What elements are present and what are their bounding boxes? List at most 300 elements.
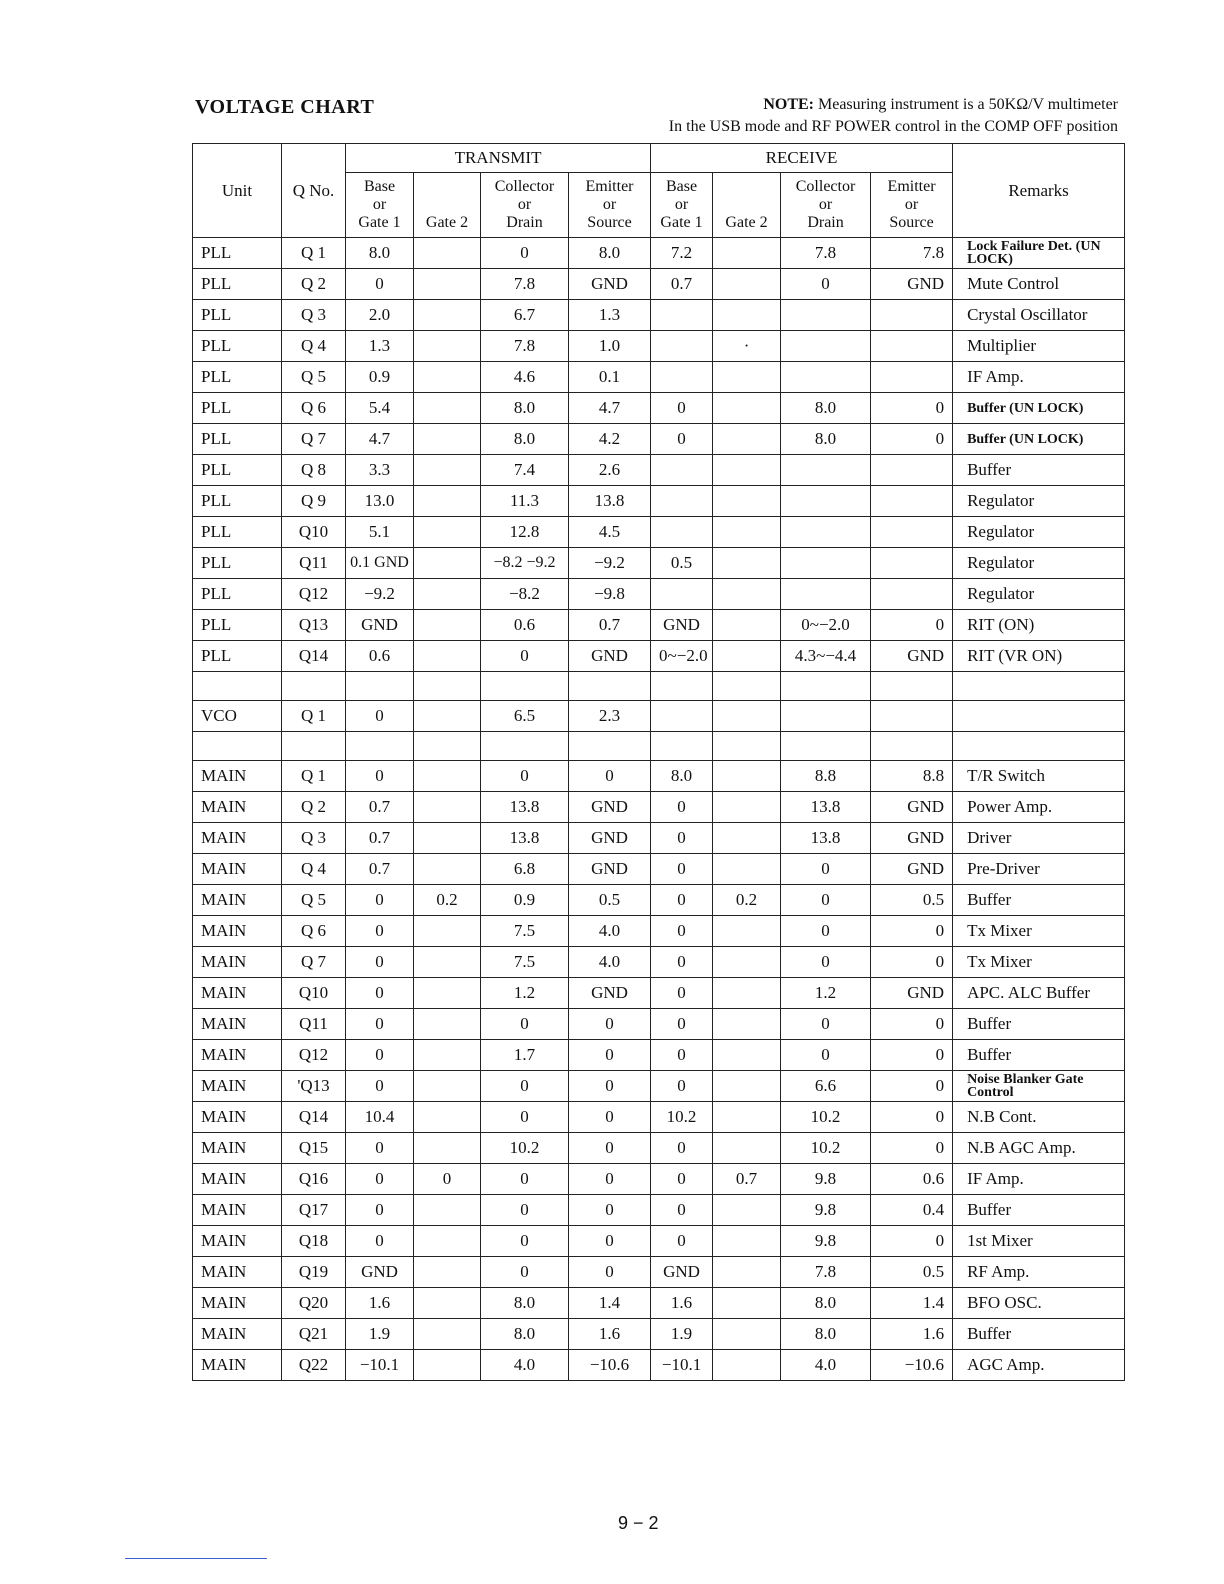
cell-tx-collector: 0.9 xyxy=(481,885,569,916)
header-rx-collector: Collector or Drain xyxy=(781,173,871,238)
cell-rx-gate2 xyxy=(713,1288,781,1319)
cell-qno: Q 3 xyxy=(282,823,346,854)
cell-qno: Q 1 xyxy=(282,238,346,269)
cell-tx-emitter: GND xyxy=(569,854,651,885)
cell-qno: Q12 xyxy=(282,579,346,610)
cell-unit: PLL xyxy=(193,486,282,517)
header-tx-emitter: Emitter or Source xyxy=(569,173,651,238)
cell-tx-collector: 1.7 xyxy=(481,1040,569,1071)
cell-tx-base: 0.7 xyxy=(346,792,414,823)
cell-tx-emitter: GND xyxy=(569,269,651,300)
cell-rx-gate2 xyxy=(713,238,781,269)
header-rx-base: Base or Gate 1 xyxy=(651,173,713,238)
cell-remarks: 1st Mixer xyxy=(953,1226,1125,1257)
cell-qno: Q10 xyxy=(282,978,346,1009)
table-row xyxy=(193,300,1125,331)
cell-rx-emitter: 0 xyxy=(871,1071,953,1102)
cell-tx-emitter: 0 xyxy=(569,1040,651,1071)
cell-remarks xyxy=(953,701,1125,732)
cell-rx-emitter: 0.4 xyxy=(871,1195,953,1226)
cell-tx-gate2 xyxy=(414,486,481,517)
cell-rx-base xyxy=(651,579,713,610)
cell-rx-base: 1.6 xyxy=(651,1288,713,1319)
cell-rx-emitter xyxy=(871,362,953,393)
header-tx-collector: Collector or Drain xyxy=(481,173,569,238)
cell-rx-gate2 xyxy=(713,362,781,393)
cell-remarks: Buffer xyxy=(953,1319,1125,1350)
cell-tx-emitter: 4.2 xyxy=(569,424,651,455)
table-row xyxy=(193,393,1125,424)
table-row xyxy=(193,269,1125,300)
table-body xyxy=(193,238,1125,1381)
cell-tx-collector: 7.5 xyxy=(481,916,569,947)
cell-unit: MAIN xyxy=(193,1040,282,1071)
voltage-table xyxy=(192,143,1125,1381)
table-row xyxy=(193,331,1125,362)
footer-rule xyxy=(125,1558,267,1559)
cell-rx-gate2 xyxy=(713,269,781,300)
cell-unit: MAIN xyxy=(193,1133,282,1164)
cell-remarks: Tx Mixer xyxy=(953,947,1125,978)
cell-qno: Q14 xyxy=(282,641,346,672)
cell-rx-emitter xyxy=(871,701,953,732)
table-row xyxy=(193,1257,1125,1288)
cell-tx-base: 0 xyxy=(346,761,414,792)
cell-tx-collector: −8.2 −9.2 xyxy=(481,548,569,579)
cell-rx-emitter: GND xyxy=(871,823,953,854)
cell-tx-gate2 xyxy=(414,978,481,1009)
cell-tx-gate2 xyxy=(414,1257,481,1288)
cell-tx-base: 0 xyxy=(346,1164,414,1195)
header-tx-base: Base or Gate 1 xyxy=(346,173,414,238)
cell-unit: PLL xyxy=(193,517,282,548)
cell-tx-base: 0.1 GND xyxy=(346,548,414,579)
table-row xyxy=(193,1288,1125,1319)
cell-rx-gate2: 0.7 xyxy=(713,1164,781,1195)
cell-tx-emitter xyxy=(569,672,651,701)
cell-rx-emitter: 0.5 xyxy=(871,1257,953,1288)
cell-rx-base: 0 xyxy=(651,1071,713,1102)
cell-tx-gate2 xyxy=(414,424,481,455)
cell-rx-collector: 8.0 xyxy=(781,393,871,424)
table-row xyxy=(193,1350,1125,1381)
cell-tx-collector: −8.2 xyxy=(481,579,569,610)
table-row xyxy=(193,641,1125,672)
cell-qno xyxy=(282,732,346,761)
cell-tx-emitter: 0 xyxy=(569,1009,651,1040)
cell-tx-collector: 0 xyxy=(481,1071,569,1102)
cell-unit: MAIN xyxy=(193,761,282,792)
cell-tx-collector: 7.4 xyxy=(481,455,569,486)
cell-tx-base xyxy=(346,672,414,701)
cell-rx-gate2 xyxy=(713,579,781,610)
cell-remarks: AGC Amp. xyxy=(953,1350,1125,1381)
cell-tx-emitter: 0.7 xyxy=(569,610,651,641)
cell-rx-base xyxy=(651,362,713,393)
cell-remarks: Multiplier xyxy=(953,331,1125,362)
cell-tx-emitter: GND xyxy=(569,823,651,854)
cell-remarks: Mute Control xyxy=(953,269,1125,300)
cell-rx-collector: 0~−2.0 xyxy=(781,610,871,641)
cell-tx-base: 2.0 xyxy=(346,300,414,331)
cell-rx-gate2 xyxy=(713,1226,781,1257)
cell-rx-gate2 xyxy=(713,300,781,331)
cell-qno: Q 1 xyxy=(282,701,346,732)
cell-rx-collector: 6.6 xyxy=(781,1071,871,1102)
cell-unit: PLL xyxy=(193,610,282,641)
cell-remarks: RIT (VR ON) xyxy=(953,641,1125,672)
cell-tx-base: GND xyxy=(346,1257,414,1288)
cell-remarks: APC. ALC Buffer xyxy=(953,978,1125,1009)
cell-rx-base: −10.1 xyxy=(651,1350,713,1381)
cell-rx-base: 0 xyxy=(651,823,713,854)
cell-remarks: Buffer xyxy=(953,1009,1125,1040)
cell-tx-collector: 0.6 xyxy=(481,610,569,641)
cell-rx-base: 0 xyxy=(651,424,713,455)
cell-tx-collector: 0 xyxy=(481,641,569,672)
cell-rx-collector: 0 xyxy=(781,947,871,978)
cell-qno: Q 9 xyxy=(282,486,346,517)
cell-tx-gate2 xyxy=(414,1102,481,1133)
cell-tx-emitter: 0 xyxy=(569,1226,651,1257)
cell-rx-collector xyxy=(781,300,871,331)
cell-qno: Q20 xyxy=(282,1288,346,1319)
cell-tx-gate2: 0.2 xyxy=(414,885,481,916)
cell-rx-base: GND xyxy=(651,610,713,641)
cell-tx-gate2 xyxy=(414,517,481,548)
cell-rx-collector: 0 xyxy=(781,1040,871,1071)
cell-tx-gate2 xyxy=(414,331,481,362)
table-row xyxy=(193,701,1125,732)
cell-rx-emitter: −10.6 xyxy=(871,1350,953,1381)
cell-qno: Q19 xyxy=(282,1257,346,1288)
cell-rx-collector xyxy=(781,579,871,610)
cell-rx-base: 0 xyxy=(651,1133,713,1164)
cell-rx-collector: 9.8 xyxy=(781,1226,871,1257)
cell-qno: Q 4 xyxy=(282,331,346,362)
cell-rx-emitter: 0.6 xyxy=(871,1164,953,1195)
cell-rx-base: 0 xyxy=(651,1164,713,1195)
page-number: 9 − 2 xyxy=(618,1513,659,1533)
cell-rx-collector: 7.8 xyxy=(781,238,871,269)
cell-tx-gate2 xyxy=(414,1040,481,1071)
cell-remarks: N.B Cont. xyxy=(953,1102,1125,1133)
table-row xyxy=(193,455,1125,486)
cell-unit: MAIN xyxy=(193,947,282,978)
cell-tx-emitter: 0.1 xyxy=(569,362,651,393)
cell-rx-base: 0.5 xyxy=(651,548,713,579)
cell-qno: Q13 xyxy=(282,610,346,641)
cell-rx-gate2 xyxy=(713,916,781,947)
cell-tx-emitter: 1.6 xyxy=(569,1319,651,1350)
cell-rx-base xyxy=(651,486,713,517)
cell-rx-base: 0.7 xyxy=(651,269,713,300)
cell-rx-collector xyxy=(781,331,871,362)
cell-rx-collector: 4.0 xyxy=(781,1350,871,1381)
header-transmit: TRANSMIT xyxy=(346,144,651,173)
cell-rx-emitter xyxy=(871,672,953,701)
cell-rx-collector: 0 xyxy=(781,1009,871,1040)
cell-qno: Q 4 xyxy=(282,854,346,885)
table-row xyxy=(193,792,1125,823)
cell-rx-base xyxy=(651,455,713,486)
cell-qno: Q15 xyxy=(282,1133,346,1164)
cell-rx-collector xyxy=(781,548,871,579)
cell-tx-collector: 0 xyxy=(481,1102,569,1133)
cell-tx-collector: 8.0 xyxy=(481,424,569,455)
cell-rx-collector xyxy=(781,672,871,701)
cell-remarks: Crystal Oscillator xyxy=(953,300,1125,331)
cell-rx-collector xyxy=(781,455,871,486)
cell-rx-collector: 8.0 xyxy=(781,1288,871,1319)
table-row xyxy=(193,1195,1125,1226)
cell-rx-base: 0 xyxy=(651,947,713,978)
cell-qno: Q 6 xyxy=(282,393,346,424)
cell-unit: PLL xyxy=(193,300,282,331)
cell-remarks: Regulator xyxy=(953,517,1125,548)
cell-qno xyxy=(282,672,346,701)
table-row xyxy=(193,486,1125,517)
cell-remarks xyxy=(953,732,1125,761)
cell-qno: Q 2 xyxy=(282,269,346,300)
cell-tx-gate2 xyxy=(414,732,481,761)
cell-tx-base: 0 xyxy=(346,1133,414,1164)
cell-rx-gate2 xyxy=(713,1319,781,1350)
note-label: NOTE: xyxy=(763,96,814,113)
cell-tx-gate2 xyxy=(414,1350,481,1381)
cell-rx-collector xyxy=(781,732,871,761)
cell-rx-base: 0 xyxy=(651,1009,713,1040)
cell-rx-emitter: 0 xyxy=(871,393,953,424)
cell-tx-base: 0 xyxy=(346,916,414,947)
table-row xyxy=(193,238,1125,269)
cell-rx-collector xyxy=(781,362,871,393)
cell-tx-collector xyxy=(481,732,569,761)
cell-tx-emitter: 0 xyxy=(569,1257,651,1288)
cell-tx-gate2 xyxy=(414,455,481,486)
cell-tx-base: 0 xyxy=(346,978,414,1009)
cell-rx-base: 8.0 xyxy=(651,761,713,792)
cell-remarks: Buffer xyxy=(953,455,1125,486)
cell-rx-emitter: 0 xyxy=(871,1133,953,1164)
cell-remarks: Pre-Driver xyxy=(953,854,1125,885)
cell-rx-gate2 xyxy=(713,761,781,792)
cell-rx-emitter: 0 xyxy=(871,916,953,947)
cell-tx-collector xyxy=(481,672,569,701)
cell-rx-gate2 xyxy=(713,947,781,978)
cell-unit: MAIN xyxy=(193,1071,282,1102)
cell-tx-emitter: 0 xyxy=(569,1133,651,1164)
cell-rx-collector: 8.0 xyxy=(781,424,871,455)
cell-tx-base: 13.0 xyxy=(346,486,414,517)
table-row xyxy=(193,1071,1125,1102)
cell-tx-collector: 11.3 xyxy=(481,486,569,517)
cell-tx-gate2 xyxy=(414,238,481,269)
cell-tx-collector: 13.8 xyxy=(481,792,569,823)
cell-tx-base: 4.7 xyxy=(346,424,414,455)
table-row xyxy=(193,517,1125,548)
cell-qno: Q14 xyxy=(282,1102,346,1133)
cell-tx-gate2 xyxy=(414,761,481,792)
note-text-1: Measuring instrument is a 50KΩ/V multimeter xyxy=(818,96,1118,113)
cell-rx-gate2: · xyxy=(713,331,781,362)
cell-rx-base: 0 xyxy=(651,393,713,424)
cell-tx-collector: 10.2 xyxy=(481,1133,569,1164)
cell-unit: MAIN xyxy=(193,1102,282,1133)
table-row xyxy=(193,362,1125,393)
cell-tx-emitter: 4.0 xyxy=(569,947,651,978)
cell-remarks: Buffer (UN LOCK) xyxy=(953,393,1125,424)
cell-remarks: Regulator xyxy=(953,579,1125,610)
cell-rx-emitter xyxy=(871,486,953,517)
cell-qno: 'Q13 xyxy=(282,1071,346,1102)
cell-rx-emitter xyxy=(871,732,953,761)
cell-rx-collector: 10.2 xyxy=(781,1102,871,1133)
cell-rx-emitter: GND xyxy=(871,854,953,885)
cell-unit: PLL xyxy=(193,455,282,486)
cell-rx-base: 0 xyxy=(651,916,713,947)
cell-qno: Q21 xyxy=(282,1319,346,1350)
table-row xyxy=(193,610,1125,641)
header-rx-gate2: Gate 2 xyxy=(713,173,781,238)
cell-tx-collector: 13.8 xyxy=(481,823,569,854)
cell-tx-collector: 12.8 xyxy=(481,517,569,548)
cell-unit: PLL xyxy=(193,579,282,610)
cell-rx-base: 0 xyxy=(651,1226,713,1257)
cell-rx-collector: 8.0 xyxy=(781,1319,871,1350)
cell-tx-gate2 xyxy=(414,1071,481,1102)
cell-unit: PLL xyxy=(193,548,282,579)
table-row xyxy=(193,579,1125,610)
table-row xyxy=(193,1040,1125,1071)
cell-tx-base: 5.4 xyxy=(346,393,414,424)
cell-tx-emitter xyxy=(569,732,651,761)
cell-rx-base xyxy=(651,701,713,732)
cell-rx-gate2 xyxy=(713,978,781,1009)
table-row xyxy=(193,885,1125,916)
cell-unit: MAIN xyxy=(193,1009,282,1040)
cell-remarks: IF Amp. xyxy=(953,1164,1125,1195)
cell-rx-collector: 1.2 xyxy=(781,978,871,1009)
cell-tx-emitter: 4.7 xyxy=(569,393,651,424)
header-remarks: Remarks xyxy=(953,144,1125,238)
cell-tx-base: −10.1 xyxy=(346,1350,414,1381)
cell-tx-collector: 0 xyxy=(481,1257,569,1288)
cell-rx-collector: 0 xyxy=(781,916,871,947)
cell-rx-collector: 13.8 xyxy=(781,823,871,854)
cell-rx-gate2 xyxy=(713,792,781,823)
cell-rx-base: 0 xyxy=(651,1040,713,1071)
cell-unit: MAIN xyxy=(193,1226,282,1257)
table-row xyxy=(193,672,1125,701)
cell-qno: Q 7 xyxy=(282,947,346,978)
cell-rx-emitter: 7.8 xyxy=(871,238,953,269)
cell-rx-gate2 xyxy=(713,1350,781,1381)
cell-tx-emitter: −9.8 xyxy=(569,579,651,610)
cell-rx-base: 0 xyxy=(651,854,713,885)
cell-remarks: RIT (ON) xyxy=(953,610,1125,641)
cell-tx-collector: 4.6 xyxy=(481,362,569,393)
cell-remarks: Regulator xyxy=(953,486,1125,517)
cell-tx-base: 0 xyxy=(346,701,414,732)
cell-rx-collector xyxy=(781,486,871,517)
cell-tx-collector: 0 xyxy=(481,1226,569,1257)
cell-rx-gate2 xyxy=(713,641,781,672)
cell-tx-collector: 4.0 xyxy=(481,1350,569,1381)
cell-rx-emitter xyxy=(871,331,953,362)
header-tx-gate2: Gate 2 xyxy=(414,173,481,238)
cell-remarks xyxy=(953,672,1125,701)
cell-tx-gate2 xyxy=(414,672,481,701)
note-line-1 xyxy=(763,96,1118,114)
cell-tx-base: 5.1 xyxy=(346,517,414,548)
cell-rx-collector: 0 xyxy=(781,885,871,916)
cell-rx-emitter: 0 xyxy=(871,947,953,978)
cell-rx-emitter: 0 xyxy=(871,1009,953,1040)
cell-qno: Q22 xyxy=(282,1350,346,1381)
table-row xyxy=(193,978,1125,1009)
cell-qno: Q 3 xyxy=(282,300,346,331)
cell-tx-collector: 8.0 xyxy=(481,1319,569,1350)
cell-tx-gate2 xyxy=(414,701,481,732)
table-row xyxy=(193,1009,1125,1040)
cell-tx-collector: 8.0 xyxy=(481,1288,569,1319)
table-row xyxy=(193,548,1125,579)
cell-rx-gate2 xyxy=(713,424,781,455)
cell-tx-emitter: 0 xyxy=(569,1195,651,1226)
cell-rx-collector: 10.2 xyxy=(781,1133,871,1164)
cell-tx-gate2 xyxy=(414,823,481,854)
cell-tx-collector: 7.8 xyxy=(481,331,569,362)
cell-rx-gate2 xyxy=(713,1009,781,1040)
cell-qno: Q 5 xyxy=(282,362,346,393)
table-row xyxy=(193,424,1125,455)
cell-rx-emitter: GND xyxy=(871,792,953,823)
cell-rx-base xyxy=(651,300,713,331)
cell-rx-base xyxy=(651,517,713,548)
cell-unit: PLL xyxy=(193,238,282,269)
cell-qno: Q17 xyxy=(282,1195,346,1226)
cell-rx-base: 10.2 xyxy=(651,1102,713,1133)
cell-unit: MAIN xyxy=(193,854,282,885)
cell-unit: MAIN xyxy=(193,1195,282,1226)
cell-unit: PLL xyxy=(193,424,282,455)
cell-rx-base: 0 xyxy=(651,1195,713,1226)
cell-tx-gate2 xyxy=(414,792,481,823)
cell-tx-base: 1.9 xyxy=(346,1319,414,1350)
cell-tx-gate2 xyxy=(414,579,481,610)
cell-rx-base xyxy=(651,732,713,761)
cell-rx-collector: 4.3~−4.4 xyxy=(781,641,871,672)
header-qno: Q No. xyxy=(282,144,346,238)
cell-tx-collector: 6.5 xyxy=(481,701,569,732)
cell-unit: PLL xyxy=(193,362,282,393)
cell-qno: Q11 xyxy=(282,548,346,579)
cell-qno: Q18 xyxy=(282,1226,346,1257)
cell-tx-emitter: 2.6 xyxy=(569,455,651,486)
cell-rx-base: 0 xyxy=(651,885,713,916)
cell-remarks: BFO OSC. xyxy=(953,1288,1125,1319)
cell-tx-gate2 xyxy=(414,610,481,641)
cell-rx-gate2 xyxy=(713,393,781,424)
cell-rx-gate2 xyxy=(713,701,781,732)
table-row xyxy=(193,1319,1125,1350)
cell-tx-collector: 1.2 xyxy=(481,978,569,1009)
cell-rx-gate2 xyxy=(713,610,781,641)
cell-rx-emitter: GND xyxy=(871,269,953,300)
cell-tx-gate2 xyxy=(414,1288,481,1319)
cell-rx-emitter xyxy=(871,579,953,610)
